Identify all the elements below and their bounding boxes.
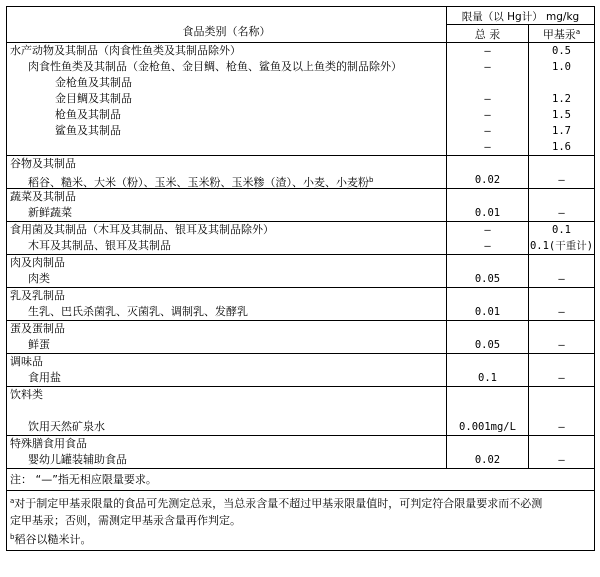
limit-header: 限量（以 Hg计） mg/kg (447, 7, 595, 25)
methylmercury-value: — (558, 421, 565, 433)
category-group (7, 189, 595, 222)
total-mercury-cell (447, 43, 529, 156)
category-name: 金枪鱼及其制品 (55, 76, 132, 89)
methylmercury-cell (529, 288, 595, 321)
methylmercury-value: 1.0 (552, 61, 571, 73)
category-group (7, 436, 595, 469)
methylmercury-value: 0.1(干重计) (529, 240, 594, 252)
mercury-limits-table (6, 6, 595, 551)
total-mercury-value: — (484, 141, 491, 153)
total-mercury-value: — (484, 125, 491, 137)
total-mercury-value (447, 387, 528, 403)
category-name (7, 403, 446, 419)
methylmercury-value: — (558, 454, 565, 466)
total-mercury-cell (447, 288, 529, 321)
category-name-cell (7, 156, 447, 189)
category-name: 调味品 (10, 355, 43, 368)
methylmercury-value: — (558, 273, 565, 285)
category-name-cell (7, 288, 447, 321)
category-name: 蔬菜及其制品 (10, 190, 76, 203)
category-name-cell (7, 222, 447, 255)
methylmercury-value: 1.2 (552, 93, 571, 105)
category-name: 肉类 (28, 272, 50, 285)
methylmercury-value (529, 387, 594, 403)
category-name-cell (7, 189, 447, 222)
total-mercury-value (447, 255, 528, 271)
total-mercury-value (447, 354, 528, 370)
methylmercury-cell (529, 321, 595, 354)
category-group (7, 43, 595, 156)
category-name-cell (7, 354, 447, 387)
methylmercury-cell (529, 156, 595, 189)
footnote-b: $^b$稻谷以糙米计。 (10, 533, 92, 546)
total-mercury-value: — (484, 109, 491, 121)
total-mercury-value (447, 189, 528, 205)
methylmercury-value (529, 255, 594, 271)
total-mercury-value: 0.05 (474, 339, 501, 351)
total-mercury-value: 0.001mg/L (459, 421, 516, 433)
methylmercury-cell (529, 189, 595, 222)
category-name: 蛋及蛋制品 (10, 322, 65, 335)
methylmercury-value: 0.1 (552, 224, 571, 236)
methylmercury-cell (529, 387, 595, 436)
methylmercury-header: 甲基汞$^a$ (529, 25, 595, 43)
total-mercury-cell (447, 255, 529, 288)
methylmercury-value (529, 436, 594, 452)
total-mercury-header: 总 汞 (447, 25, 529, 43)
total-mercury-value: — (484, 224, 491, 236)
category-name: 稻谷、糙米、大米（粉）、玉米、玉米粉、玉米糁（渣）、小麦、小麦粉$^b$ (28, 176, 374, 188)
category-group (7, 222, 595, 255)
table-body (7, 43, 595, 469)
category-name: 肉食性鱼类及其制品（金枪鱼、金目鲷、枪鱼、鲨鱼及以上鱼类的制品除外） (28, 60, 402, 73)
methylmercury-value (529, 189, 594, 205)
methylmercury-value: — (558, 207, 565, 219)
methylmercury-value: 1.6 (552, 141, 571, 153)
total-mercury-value: 0.01 (474, 207, 501, 219)
category-name: 木耳及其制品、银耳及其制品 (28, 239, 171, 252)
total-mercury-value: — (484, 61, 491, 73)
total-mercury-cell (447, 321, 529, 354)
category-name: 谷物及其制品 (10, 157, 76, 170)
methylmercury-cell (529, 222, 595, 255)
category-name: 水产动物及其制品（肉食性鱼类及其制品除外） (10, 44, 241, 57)
category-name: 生乳、巴氏杀菌乳、灭菌乳、调制乳、发酵乳 (28, 305, 248, 318)
category-name-cell (7, 387, 447, 436)
category-group (7, 321, 595, 354)
category-name-cell (7, 436, 447, 469)
category-name: 金目鲷及其制品 (55, 92, 132, 105)
total-mercury-cell (447, 436, 529, 469)
category-name: 饮料类 (10, 388, 43, 401)
total-mercury-cell (447, 156, 529, 189)
methylmercury-cell (529, 436, 595, 469)
total-mercury-value (447, 436, 528, 452)
total-mercury-value: 0.02 (474, 454, 501, 466)
methylmercury-value: — (558, 339, 565, 351)
total-mercury-cell (447, 354, 529, 387)
methylmercury-value (529, 288, 594, 304)
category-name (7, 139, 446, 155)
methylmercury-cell (529, 255, 595, 288)
category-group (7, 156, 595, 189)
total-mercury-value (447, 156, 528, 172)
methylmercury-value: 1.5 (552, 109, 571, 121)
methylmercury-cell (529, 354, 595, 387)
methylmercury-cell (529, 43, 595, 156)
total-mercury-value: — (484, 240, 491, 252)
category-group (7, 288, 595, 321)
total-mercury-value: — (484, 45, 491, 57)
footnotes-cell (7, 491, 595, 551)
methylmercury-value: — (558, 174, 565, 186)
methylmercury-value (529, 75, 594, 91)
methylmercury-value (529, 354, 594, 370)
total-mercury-cell (447, 189, 529, 222)
total-mercury-value: 0.1 (478, 372, 497, 384)
category-name-cell (7, 321, 447, 354)
category-name: 特殊膳食用食品 (10, 437, 87, 450)
methylmercury-value: 1.7 (552, 125, 571, 137)
methylmercury-value (529, 156, 594, 172)
total-mercury-value: — (484, 93, 491, 105)
total-mercury-cell (447, 222, 529, 255)
category-name: 肉及肉制品 (10, 256, 65, 269)
category-group (7, 255, 595, 288)
dash-note: 注： “—”指无相应限量要求。 (10, 473, 157, 486)
total-mercury-value: 0.01 (474, 306, 501, 318)
category-name: 鲜蛋 (28, 338, 50, 351)
category-name: 鲨鱼及其制品 (55, 124, 121, 137)
category-name: 饮用天然矿泉水 (28, 420, 105, 433)
total-mercury-value: 0.05 (474, 273, 501, 285)
category-name: 婴幼儿罐装辅助食品 (28, 453, 127, 466)
category-group (7, 354, 595, 387)
total-mercury-value (447, 75, 528, 91)
category-name-cell (7, 255, 447, 288)
category-name: 枪鱼及其制品 (55, 108, 121, 121)
category-name: 新鲜蔬菜 (28, 206, 72, 219)
footnote-a: $^a$对于制定甲基汞限量的食品可先测定总汞，当总汞含量不超过甲基汞限量值时，可判定符合限量要求而不必测 (10, 497, 543, 510)
methylmercury-value (529, 321, 594, 337)
total-mercury-value (447, 288, 528, 304)
category-name: 食用盐 (28, 371, 61, 384)
category-name-cell (7, 43, 447, 156)
food-category-header: 食品类别（名称） (7, 7, 447, 43)
category-name: 乳及乳制品 (10, 289, 65, 302)
total-mercury-value (447, 403, 528, 419)
notes-cell (7, 469, 595, 491)
methylmercury-value: — (558, 372, 565, 384)
methylmercury-value (529, 403, 594, 419)
methylmercury-value: 0.5 (552, 45, 571, 57)
total-mercury-cell (447, 387, 529, 436)
mercury-limits-sheet (6, 6, 594, 572)
total-mercury-value (447, 321, 528, 337)
total-mercury-value: 0.02 (474, 174, 501, 186)
footnote-a-continued: 定甲基汞；否则，需测定甲基汞含量再作判定。 (10, 514, 241, 527)
methylmercury-value: — (558, 306, 565, 318)
category-name: 食用菌及其制品（木耳及其制品、银耳及其制品除外） (10, 223, 274, 236)
category-group (7, 387, 595, 436)
